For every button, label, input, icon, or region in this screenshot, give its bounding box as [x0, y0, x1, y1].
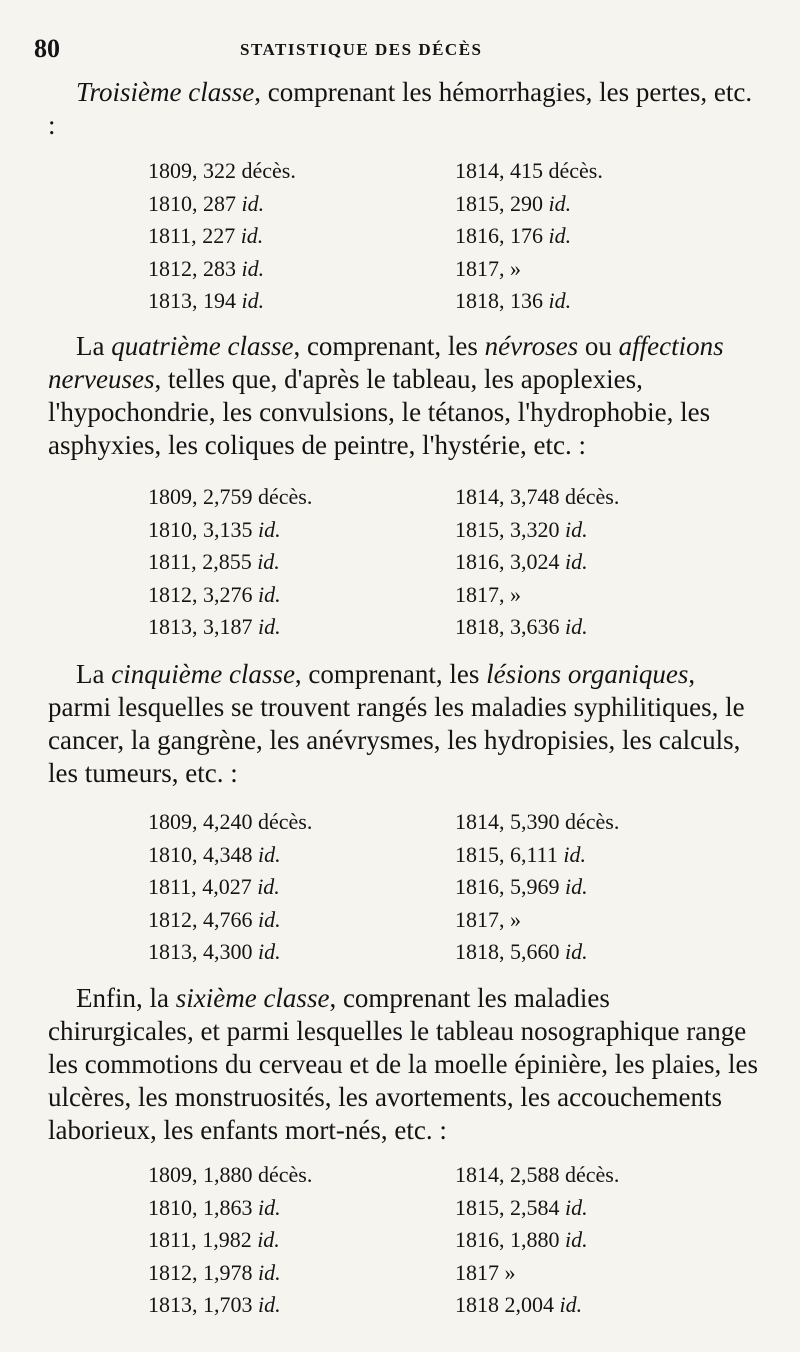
stats-row — [0, 256, 800, 289]
page-header — [0, 34, 800, 64]
left-entry — [148, 874, 280, 900]
unit-label: id. — [548, 223, 572, 248]
death-count: 176 — [510, 223, 543, 248]
right-entry — [455, 907, 527, 933]
right-entry — [455, 1292, 582, 1318]
stats-row — [0, 874, 800, 907]
unit-label: id. — [563, 841, 586, 867]
unit-label: id. — [258, 1194, 281, 1220]
death-count: 2,759 — [203, 484, 253, 509]
left-entry — [148, 842, 281, 868]
stats-row — [0, 907, 800, 940]
stats-row — [0, 191, 800, 224]
year: 1811, — [148, 1227, 197, 1252]
death-count: 3,135 — [203, 516, 253, 542]
unit-label: id. — [565, 1227, 588, 1252]
unit-label: id. — [548, 288, 572, 313]
year: 1815, — [455, 516, 505, 542]
unit-label: id. — [258, 939, 281, 964]
year: 1817, — [455, 581, 505, 607]
year: 1814, — [455, 809, 505, 834]
unit-label: id. — [565, 516, 588, 542]
death-count: 3,636 — [510, 614, 560, 639]
right-entry — [455, 549, 588, 575]
paragraph-class3 — [48, 76, 760, 142]
death-count: 1,880 — [203, 1162, 253, 1187]
year: 1810, — [148, 190, 198, 216]
stats-table-class3 — [0, 158, 800, 321]
unit-label: id. — [258, 1259, 281, 1285]
death-count: 2,584 — [510, 1194, 560, 1220]
death-count: 1,880 — [510, 1227, 560, 1252]
class5-t2: , comprenant, les — [294, 659, 487, 689]
right-entry — [455, 874, 588, 900]
year: 1811, — [148, 549, 197, 574]
year: 1811, — [148, 874, 197, 899]
class5-t1: La — [76, 659, 112, 689]
unit-label: id. — [258, 1292, 281, 1317]
death-count: 3,748 — [510, 484, 560, 509]
unit-label: décès. — [565, 1162, 620, 1187]
class4-t4: , telles que, d'après le tableau, les apoplexies, l'hypochondrie, les convulsions, le tétanos, l'hydrophobie, les asphyxies, les coliques de peintre, l'hystérie, etc. : — [48, 364, 711, 460]
class4-i2: névroses — [484, 331, 579, 361]
stats-table-class5 — [0, 809, 800, 972]
left-entry — [148, 1162, 312, 1188]
left-entry — [148, 549, 280, 575]
death-count: 1,978 — [203, 1259, 253, 1285]
year: 1816, — [455, 223, 505, 248]
death-count: 136 — [510, 288, 543, 313]
unit-label: décès. — [258, 1162, 313, 1187]
right-entry — [455, 809, 619, 835]
right-entry — [455, 223, 571, 249]
right-entry — [455, 1162, 619, 1188]
year: 1812, — [148, 255, 198, 281]
paragraph-class4 — [48, 330, 760, 462]
left-entry — [148, 582, 281, 608]
death-count: 4,348 — [203, 841, 253, 867]
class4-i3: affections nerveuses — [48, 331, 724, 394]
year: 1813, — [148, 1292, 198, 1317]
death-count: 3,320 — [510, 516, 560, 542]
right-entry — [455, 842, 586, 868]
left-entry — [148, 809, 312, 835]
year: 1813, — [148, 288, 198, 313]
year: 1817 — [455, 1259, 499, 1285]
class5-i2: lésions organiques — [486, 659, 689, 689]
unit-label: décès. — [565, 484, 620, 509]
left-entry — [148, 517, 281, 543]
stats-row — [0, 809, 800, 842]
left-entry — [148, 191, 264, 217]
death-count: 1,703 — [203, 1292, 253, 1317]
year: 1815, — [455, 190, 505, 216]
death-count: 4,027 — [202, 874, 252, 899]
unit-label: id. — [559, 1292, 583, 1317]
unit-label: id. — [565, 614, 588, 639]
class5-t3: , parmi lesquelles se trouvent rangés les maladies syphilitiques, le cancer, la gangrène, les anévrysmes, les hydropisies, les calculs, les tumeurs, etc. : — [48, 659, 745, 788]
death-count: 1,982 — [202, 1227, 252, 1252]
stats-row — [0, 1195, 800, 1228]
year: 1814, — [455, 484, 505, 509]
unit-label: id. — [241, 190, 265, 216]
unit-label: id. — [240, 223, 264, 248]
death-count: 3,024 — [510, 549, 560, 574]
unit-label: id. — [257, 874, 280, 899]
unit-label: décès. — [258, 484, 313, 509]
death-count: 4,240 — [203, 809, 253, 834]
stats-row — [0, 1292, 800, 1325]
year: 1810, — [148, 1194, 198, 1220]
class4-t1: La — [76, 331, 112, 361]
death-count: » — [510, 906, 521, 932]
death-count: 6,111 — [510, 841, 558, 867]
right-entry — [455, 158, 603, 184]
year: 1810, — [148, 516, 198, 542]
year: 1815, — [455, 1194, 505, 1220]
class4-t3: ou — [578, 331, 619, 361]
year: 1812, — [148, 1259, 198, 1285]
death-count: 194 — [203, 288, 236, 313]
left-entry — [148, 1292, 281, 1318]
unit-label: id. — [241, 255, 265, 281]
death-count: 4,766 — [203, 906, 253, 932]
year: 1816, — [455, 874, 505, 899]
unit-label: id. — [565, 549, 588, 574]
stats-row — [0, 223, 800, 256]
death-count: 283 — [203, 255, 236, 281]
left-entry — [148, 1227, 280, 1253]
year: 1818, — [455, 614, 505, 639]
stats-row — [0, 1260, 800, 1293]
stats-table-class4 — [0, 484, 800, 647]
left-entry — [148, 1195, 281, 1221]
unit-label: décès. — [565, 809, 620, 834]
unit-label: id. — [258, 841, 281, 867]
year: 1818 — [455, 1292, 499, 1317]
year: 1813, — [148, 614, 198, 639]
right-entry — [455, 1195, 588, 1221]
year: 1815, — [455, 841, 505, 867]
unit-label: id. — [258, 614, 281, 639]
left-entry — [148, 939, 281, 965]
class4-i1: quatrième classe — [111, 331, 294, 361]
death-count: 4,300 — [203, 939, 253, 964]
class6-t1: Enfin, la — [76, 983, 176, 1013]
right-entry — [455, 1260, 521, 1286]
left-entry — [148, 907, 281, 933]
paragraph-class6 — [48, 982, 760, 1147]
class4-t2: , comprenant, les — [293, 331, 485, 361]
unit-label: id. — [565, 939, 588, 964]
stats-row — [0, 842, 800, 875]
year: 1809, — [148, 809, 198, 834]
death-count: 322 — [203, 158, 236, 183]
stats-row — [0, 484, 800, 517]
death-count: 290 — [510, 190, 543, 216]
stats-row — [0, 1227, 800, 1260]
right-entry — [455, 191, 571, 217]
year: 1812, — [148, 581, 198, 607]
page-number: 80 — [34, 34, 60, 63]
year: 1817, — [455, 255, 505, 281]
unit-label: id. — [258, 906, 281, 932]
year: 1809, — [148, 1162, 198, 1187]
unit-label: id. — [241, 288, 265, 313]
death-count: 227 — [202, 223, 236, 248]
death-count: » — [510, 255, 521, 281]
death-count: 3,276 — [203, 581, 253, 607]
death-count: » — [504, 1259, 516, 1285]
year: 1813, — [148, 939, 198, 964]
unit-label: décès. — [258, 809, 313, 834]
paragraph-class5 — [48, 658, 760, 790]
year: 1814, — [455, 158, 505, 183]
year: 1814, — [455, 1162, 505, 1187]
year: 1816, — [455, 549, 505, 574]
unit-label: id. — [565, 1194, 588, 1220]
year: 1810, — [148, 841, 198, 867]
death-count: 3,187 — [203, 614, 253, 639]
year: 1811, — [148, 223, 197, 248]
class3-lead: Troisième classe — [76, 77, 255, 107]
unit-label: id. — [257, 1227, 280, 1252]
class3-text: , comprenant les hémorrhagies, les pertes, etc. : — [48, 77, 753, 140]
class6-t2: , comprenant les maladies chirurgicales, et parmi lesquelles le tableau nosographique range les commotions du cerveau et de la moelle épinière, les plaies, les ulcères, les monstruosités, les avortements, les accouchements laborieux, les enfants mort-nés, etc. : — [48, 983, 759, 1145]
death-count: 2,855 — [202, 549, 252, 574]
year: 1818, — [455, 939, 505, 964]
death-count: 415 — [510, 158, 543, 183]
left-entry — [148, 256, 264, 282]
year: 1809, — [148, 158, 198, 183]
right-entry — [455, 939, 588, 965]
class6-i1: sixième classe — [175, 983, 330, 1013]
stats-row — [0, 939, 800, 972]
right-entry — [455, 582, 527, 608]
death-count: 2,004 — [504, 1292, 554, 1317]
stats-row — [0, 614, 800, 647]
death-count: 5,390 — [510, 809, 560, 834]
unit-label: id. — [258, 581, 281, 607]
left-entry — [148, 614, 281, 640]
right-entry — [455, 484, 619, 510]
left-entry — [148, 288, 264, 314]
stats-row — [0, 158, 800, 191]
unit-label: décès. — [241, 158, 296, 183]
unit-label: id. — [565, 874, 588, 899]
stats-row — [0, 288, 800, 321]
death-count: 2,588 — [510, 1162, 560, 1187]
death-count: 5,660 — [510, 939, 560, 964]
right-entry — [455, 256, 527, 282]
right-entry — [455, 1227, 588, 1253]
left-entry — [148, 158, 296, 184]
year: 1818, — [455, 288, 505, 313]
unit-label: id. — [257, 549, 280, 574]
death-count: » — [510, 581, 521, 607]
stats-row — [0, 1162, 800, 1195]
stats-row — [0, 582, 800, 615]
death-count: 5,969 — [510, 874, 560, 899]
unit-label: id. — [548, 190, 572, 216]
left-entry — [148, 223, 263, 249]
right-entry — [455, 288, 571, 314]
right-entry — [455, 614, 588, 640]
year: 1817, — [455, 906, 505, 932]
unit-label: décès. — [548, 158, 603, 183]
year: 1809, — [148, 484, 198, 509]
class5-i1: cinquième classe — [111, 659, 295, 689]
running-title: STATISTIQUE DES DÉCÈS — [240, 40, 483, 59]
death-count: 1,863 — [203, 1194, 253, 1220]
right-entry — [455, 517, 588, 543]
year: 1812, — [148, 906, 198, 932]
left-entry — [148, 1260, 281, 1286]
left-entry — [148, 484, 312, 510]
year: 1816, — [455, 1227, 505, 1252]
unit-label: id. — [258, 516, 281, 542]
stats-row — [0, 517, 800, 550]
death-count: 287 — [203, 190, 236, 216]
stats-table-class6 — [0, 1162, 800, 1325]
stats-row — [0, 549, 800, 582]
